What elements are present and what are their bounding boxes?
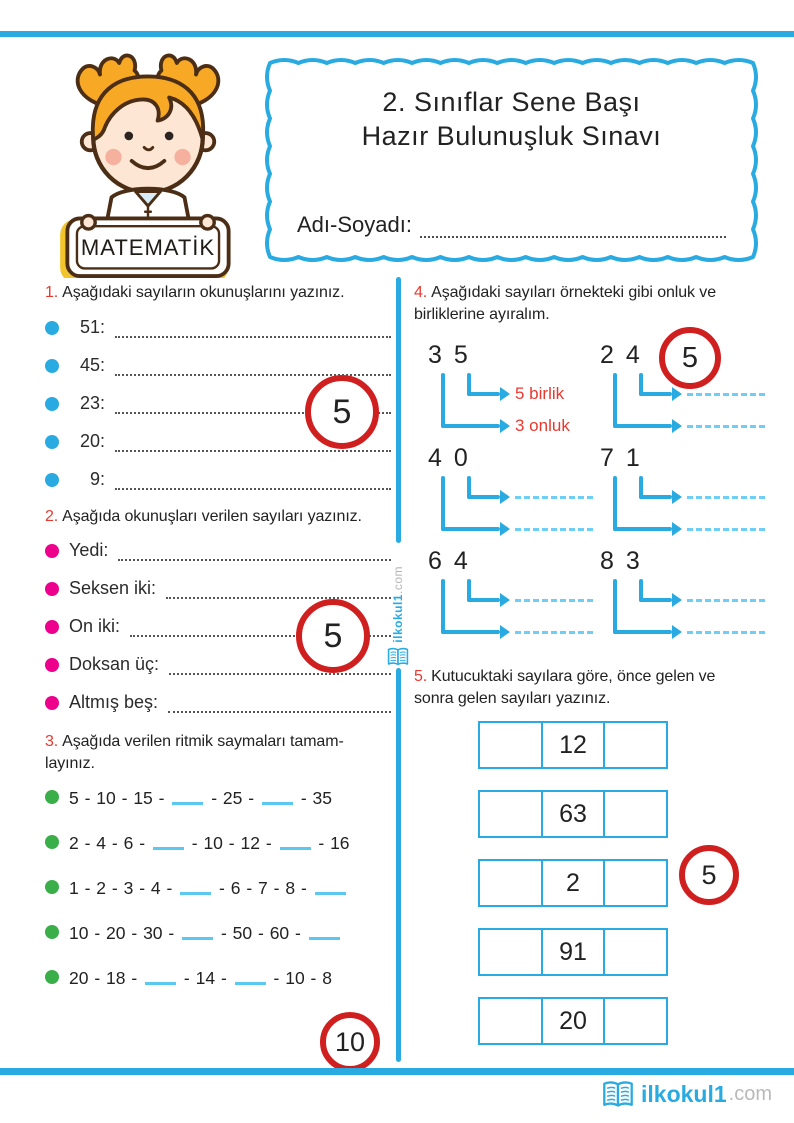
- title-box: [263, 56, 760, 264]
- dash-separator: -: [153, 788, 170, 809]
- dash-separator: -: [89, 968, 106, 989]
- sequence-number: 60: [269, 923, 290, 944]
- dash-separator: -: [243, 788, 259, 809]
- answer-dotted-line: [166, 584, 391, 600]
- sequence-number: 12: [240, 833, 260, 854]
- answer-blank: [280, 847, 311, 851]
- ones-digit: 5: [453, 341, 468, 370]
- answer-blank: [153, 847, 184, 851]
- tens-digit: 3: [428, 341, 442, 370]
- tens-digit: 8: [600, 547, 614, 576]
- ones-digit: 4: [625, 341, 640, 370]
- ones-arrow-line: [639, 495, 672, 499]
- tens-answer: [687, 528, 765, 531]
- rhythmic-counting-row: [45, 921, 391, 946]
- tens-arrow-line: [613, 630, 672, 634]
- rhythmic-counting-row: [45, 876, 391, 901]
- answer-dotted-line: [115, 474, 391, 490]
- dash-separator: -: [107, 833, 123, 854]
- dash-separator: -: [134, 878, 150, 899]
- before-number-box: [478, 790, 543, 838]
- before-number-box: [478, 721, 543, 769]
- given-number-box: [541, 721, 606, 769]
- bullet-icon: [45, 790, 59, 804]
- tens-arrow-stem: [441, 579, 445, 634]
- bullet-icon: [45, 620, 59, 634]
- dash-separator: -: [214, 878, 230, 899]
- sequence-number: 18: [106, 968, 126, 989]
- dash-separator: -: [241, 878, 258, 899]
- question-5-number: 5.: [414, 668, 428, 686]
- site-logo: [602, 1080, 772, 1108]
- answer-blank: [180, 892, 211, 896]
- question-3-number: 3.: [45, 733, 59, 751]
- ones-digit: 0: [453, 444, 468, 473]
- before-number-box: [478, 997, 543, 1045]
- dash-separator: -: [79, 833, 96, 854]
- question-4-score-circle: 5: [659, 327, 721, 389]
- two-digit-number: [428, 341, 600, 370]
- tens-ones-block: [600, 444, 772, 547]
- tens-digit: 6: [428, 547, 442, 576]
- tens-arrow-stem: [441, 373, 445, 428]
- exam-title-line2: Hazır Bulunuşluk Sınavı: [361, 120, 662, 151]
- item-label: Yedi:: [69, 540, 109, 561]
- tens-arrowhead-icon: [672, 625, 682, 639]
- tens-arrow-line: [441, 424, 500, 428]
- bullet-icon: [45, 544, 59, 558]
- answer-dotted-line: [118, 546, 391, 562]
- exam-title-line1: 2. Sınıflar Sene Başı: [382, 87, 641, 117]
- matematik-badge-label: MATEMATİK: [80, 234, 216, 260]
- sequence-number: 8: [285, 878, 296, 899]
- ones-arrow-line: [467, 598, 500, 602]
- answer-blank: [315, 892, 346, 896]
- question-3-score-circle: 10: [320, 1012, 380, 1072]
- question-5-prompt-line2: sonra gelen sayıları yazınız.: [414, 689, 611, 707]
- dash-separator: -: [295, 788, 312, 809]
- tens-arrow-line: [613, 424, 672, 428]
- tens-answer: [687, 425, 765, 428]
- given-number: 91: [559, 937, 587, 966]
- item-label: 23:: [79, 392, 105, 413]
- sequence-number: 6: [230, 878, 241, 899]
- sequence-number: 10: [69, 923, 89, 944]
- site-name: ilkokul1: [641, 1080, 727, 1107]
- dash-separator: -: [126, 923, 143, 944]
- sequence-number: 4: [96, 833, 107, 854]
- bullet-icon: [45, 582, 59, 596]
- answer-row: [45, 316, 391, 338]
- sequence-number: 7: [258, 878, 268, 899]
- answer-dotted-line: [115, 322, 391, 338]
- before-after-row: [478, 721, 772, 769]
- dash-separator: -: [268, 968, 285, 989]
- sequence-number: 30: [143, 923, 163, 944]
- answer-row: [45, 468, 391, 490]
- answer-row: [45, 539, 391, 561]
- two-digit-number: [600, 547, 772, 576]
- number-sequence: [69, 923, 342, 944]
- tens-digit: 4: [428, 444, 442, 473]
- sequence-number: 25: [222, 788, 243, 809]
- site-suffix: .com: [728, 1082, 772, 1105]
- question-1-number: 1.: [45, 284, 59, 301]
- sequence-number: 4: [150, 878, 161, 899]
- tens-arrowhead-icon: [672, 419, 682, 433]
- dash-separator: -: [290, 923, 306, 944]
- before-after-row: [478, 997, 772, 1045]
- item-label: 45:: [79, 354, 105, 375]
- tens-arrowhead-icon: [500, 419, 510, 433]
- bullet-icon: [45, 696, 59, 710]
- sequence-number: 1: [69, 878, 79, 899]
- given-number-box: [541, 859, 606, 907]
- after-number-box: [603, 790, 668, 838]
- question-3-sequences: [45, 786, 391, 991]
- answer-blank: [309, 937, 340, 941]
- dash-separator: -: [179, 968, 195, 989]
- answer-dotted-line: [115, 360, 391, 376]
- tens-arrow-stem: [441, 476, 445, 531]
- dash-separator: -: [161, 878, 178, 899]
- ones-answer: [687, 496, 765, 499]
- two-digit-number: [428, 547, 600, 576]
- before-number-box: [478, 859, 543, 907]
- column-divider-bottom: [396, 668, 401, 1062]
- dash-separator: -: [186, 833, 203, 854]
- ones-digit: 1: [625, 444, 640, 473]
- ones-arrowhead-icon: [500, 593, 510, 607]
- after-number-box: [603, 721, 668, 769]
- bullet-icon: [45, 658, 59, 672]
- tens-arrowhead-icon: [672, 522, 682, 536]
- bullet-icon: [45, 435, 59, 449]
- item-label: 20:: [79, 430, 105, 451]
- sequence-number: 14: [195, 968, 216, 989]
- given-number: 20: [559, 1006, 587, 1035]
- tens-arrow-stem: [613, 373, 617, 428]
- dash-separator: -: [268, 878, 285, 899]
- tens-arrowhead-icon: [500, 522, 510, 536]
- sequence-number: 5: [69, 788, 79, 809]
- answer-row: [45, 577, 391, 599]
- column-divider-top: [396, 277, 401, 543]
- dash-separator: -: [79, 788, 96, 809]
- name-fill-line: [420, 217, 726, 238]
- ones-answer: 5 birlik: [515, 384, 565, 404]
- number-sequence: [69, 833, 350, 854]
- tens-arrow-stem: [613, 579, 617, 634]
- item-label: 51:: [79, 316, 105, 337]
- dash-separator: -: [253, 923, 269, 944]
- ones-arrow-line: [467, 495, 500, 499]
- dash-separator: -: [216, 923, 232, 944]
- tens-answer: [515, 528, 593, 531]
- sequence-number: 10: [203, 833, 223, 854]
- bullet-icon: [45, 473, 59, 487]
- ones-arrowhead-icon: [500, 387, 510, 401]
- dash-separator: -: [296, 878, 312, 899]
- tens-ones-block: [428, 444, 600, 547]
- given-number: 12: [559, 730, 587, 759]
- dash-separator: -: [260, 833, 277, 854]
- sequence-number: 10: [96, 788, 116, 809]
- answer-row: [45, 691, 391, 713]
- two-digit-number: [428, 444, 600, 473]
- before-number-box: [478, 928, 543, 976]
- item-label: On iki:: [69, 616, 121, 637]
- bullet-icon: [45, 835, 59, 849]
- ones-answer: [687, 393, 765, 396]
- question-3-prompt: 3. Aşağıda verilen ritmik saymaları tamam- layınız.: [45, 731, 391, 774]
- sequence-number: 16: [330, 833, 350, 854]
- dash-separator: -: [305, 968, 322, 989]
- given-number-box: [541, 928, 606, 976]
- item-label: Doksan üç:: [69, 654, 160, 675]
- answer-blank: [172, 802, 203, 806]
- bullet-icon: [45, 359, 59, 373]
- dash-separator: -: [107, 878, 123, 899]
- rhythmic-counting-row: [45, 831, 391, 856]
- book-icon: [602, 1080, 634, 1108]
- tens-arrow-line: [613, 527, 672, 531]
- answer-dotted-line: [168, 698, 391, 714]
- question-4: [414, 282, 772, 650]
- dash-separator: -: [126, 968, 143, 989]
- question-2-prompt: 2. Aşağıda okunuşları verilen sayıları yazınız.: [45, 507, 362, 525]
- ones-arrow-line: [467, 392, 500, 396]
- question-4-prompt: 4. Aşağıdaki sayıları örnekteki gibi onluk ve birliklerine ayıralım.: [414, 284, 716, 323]
- sequence-number: 2: [69, 833, 79, 854]
- given-number-box: [541, 997, 606, 1045]
- question-5-prompt: 5. Kutucuktaki sayılara göre, önce gelen ve sonra gelen sayıları yazınız.: [414, 666, 772, 709]
- tens-ones-block: [428, 547, 600, 650]
- two-digit-number: [600, 444, 772, 473]
- dash-separator: -: [89, 923, 106, 944]
- tens-arrow-stem: [613, 476, 617, 531]
- ones-answer: [687, 599, 765, 602]
- ones-answer: [515, 496, 593, 499]
- ones-arrow-line: [639, 392, 672, 396]
- answer-blank: [235, 982, 266, 986]
- ones-arrowhead-icon: [500, 490, 510, 504]
- before-after-row: [478, 790, 772, 838]
- ones-digit: 4: [453, 547, 468, 576]
- sequence-number: 35: [312, 788, 332, 809]
- watermark-text: ilkokul1.com: [391, 566, 405, 643]
- ones-arrowhead-icon: [672, 387, 682, 401]
- after-number-box: [603, 997, 668, 1045]
- answer-blank: [145, 982, 176, 986]
- tens-ones-block: [600, 547, 772, 650]
- item-label: 9:: [89, 468, 105, 489]
- answer-blank: [182, 937, 213, 941]
- tens-ones-block: [428, 341, 600, 444]
- dash-separator: -: [116, 788, 133, 809]
- sequence-number: 8: [322, 968, 332, 989]
- tens-answer: [687, 631, 765, 634]
- sequence-number: 20: [69, 968, 89, 989]
- sequence-number: 3: [123, 878, 134, 899]
- bullet-icon: [45, 970, 59, 984]
- tens-arrow-line: [441, 630, 500, 634]
- number-sequence: [69, 968, 332, 989]
- question-1-prompt: 1. Aşağıdaki sayıların okunuşlarını yazınız.: [45, 284, 345, 301]
- question-2-number: 2.: [45, 507, 59, 525]
- ones-arrow-line: [639, 598, 672, 602]
- question-1-score-circle: 5: [305, 375, 379, 449]
- dash-separator: -: [223, 833, 240, 854]
- given-number: 2: [566, 868, 580, 897]
- tens-answer: 3 onluk: [515, 416, 570, 436]
- sequence-number: 20: [106, 923, 126, 944]
- tens-arrowhead-icon: [500, 625, 510, 639]
- bullet-icon: [45, 925, 59, 939]
- sequence-number: 15: [133, 788, 153, 809]
- tens-answer: [515, 631, 593, 634]
- tens-digit: 7: [600, 444, 614, 473]
- rhythmic-counting-row: [45, 786, 391, 811]
- dash-separator: -: [163, 923, 180, 944]
- after-number-box: [603, 928, 668, 976]
- sequence-number: 2: [96, 878, 107, 899]
- top-border-bar: [0, 31, 794, 37]
- question-3: [45, 731, 391, 991]
- dash-separator: -: [216, 968, 232, 989]
- before-after-row: [478, 928, 772, 976]
- number-sequence: [69, 878, 348, 899]
- sequence-number: 10: [285, 968, 305, 989]
- ones-digit: 3: [625, 547, 640, 576]
- bottom-border-bar: [0, 1068, 794, 1075]
- number-sequence: [69, 788, 332, 809]
- bullet-icon: [45, 321, 59, 335]
- ones-answer: [515, 599, 593, 602]
- bullet-icon: [45, 397, 59, 411]
- rhythmic-counting-row: [45, 966, 391, 991]
- tens-arrow-line: [441, 527, 500, 531]
- given-number: 63: [559, 799, 587, 828]
- question-5-score-circle: 5: [679, 845, 739, 905]
- sequence-number: 6: [123, 833, 134, 854]
- dash-separator: -: [79, 878, 96, 899]
- question-3-prompt-line2: layınız.: [45, 754, 95, 772]
- dash-separator: -: [206, 788, 222, 809]
- dash-separator: -: [134, 833, 150, 854]
- given-number-box: [541, 790, 606, 838]
- bullet-icon: [45, 880, 59, 894]
- dash-separator: -: [313, 833, 330, 854]
- tens-ones-grid: [428, 341, 772, 650]
- question-4-number: 4.: [414, 284, 428, 301]
- right-column: [414, 282, 772, 1045]
- question-2-score-circle: 5: [296, 599, 370, 673]
- name-surname-label: Adı-Soyadı:: [297, 212, 412, 237]
- tens-digit: 2: [600, 341, 614, 370]
- girl-mascot-illustration: [52, 38, 244, 278]
- ones-arrowhead-icon: [672, 490, 682, 504]
- answer-row: [45, 354, 391, 376]
- item-label: Seksen iki:: [69, 578, 157, 599]
- sequence-number: 50: [232, 923, 253, 944]
- item-label: Altmış beş:: [69, 692, 159, 713]
- ones-arrowhead-icon: [672, 593, 682, 607]
- answer-blank: [262, 802, 293, 806]
- after-number-box: [603, 859, 668, 907]
